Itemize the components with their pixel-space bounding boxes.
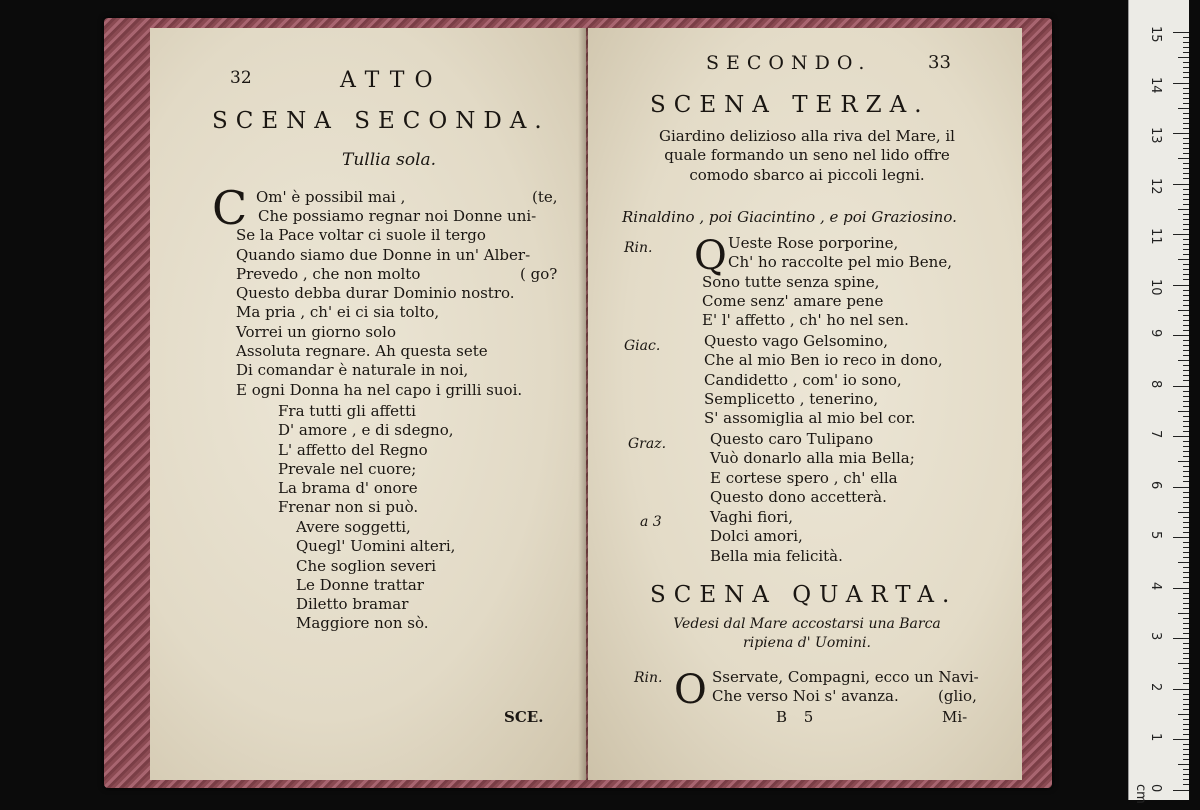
- scene3-title: SCENA TERZA.: [650, 92, 930, 118]
- ruler-tick: [1183, 542, 1189, 543]
- ruler-tick: [1183, 350, 1189, 351]
- verse-line: Quando siamo due Donne in un' Alber-: [236, 245, 531, 264]
- ruler-tick: [1183, 229, 1189, 230]
- ruler-tick: [1173, 83, 1189, 84]
- verse-line: Prevedo , che non molto: [236, 264, 421, 283]
- ruler-tick: [1183, 769, 1189, 770]
- ruler-tick: [1183, 396, 1189, 397]
- ruler-tick: [1173, 790, 1189, 791]
- verse-block-1: [236, 207, 536, 400]
- ruler-tick: [1183, 678, 1189, 679]
- verse-line: Questo dono accetterà.: [710, 487, 887, 506]
- ruler-tick: [1173, 386, 1189, 387]
- verse-line: E ogni Donna ha nel capo i grilli suoi.: [236, 380, 523, 399]
- ruler-number: 7: [1148, 430, 1163, 439]
- ruler-tick: [1183, 492, 1189, 493]
- ruler-tick: [1178, 461, 1189, 462]
- ruler-tick: [1183, 431, 1189, 432]
- ruler-tick: [1183, 497, 1189, 498]
- verse-line: Se la Pace voltar ci suole il tergo: [236, 226, 486, 245]
- scene4-title: SCENA QUARTA.: [650, 582, 958, 608]
- scene4-setting: [622, 616, 992, 655]
- ruler-tick: [1183, 279, 1189, 280]
- ruler-tick: [1183, 67, 1189, 68]
- ruler-tick: [1183, 189, 1189, 190]
- ruler-tick: [1183, 269, 1189, 270]
- ruler-tick: [1183, 93, 1189, 94]
- speaker-rin: Rin.: [624, 240, 653, 256]
- ruler-tick: [1183, 300, 1189, 301]
- ruler-tick: [1183, 391, 1189, 392]
- ruler-tick: [1183, 401, 1189, 402]
- ruler-tick: [1183, 264, 1189, 265]
- drop-cap-q: Q: [694, 233, 727, 279]
- ruler-tick: [1183, 254, 1189, 255]
- verse-line: Vorrei un giorno solo: [236, 322, 396, 341]
- verse-line: Ma pria , ch' ei ci sia tolto,: [236, 303, 440, 322]
- ruler-tick: [1183, 153, 1189, 154]
- ruler-tick: [1173, 285, 1189, 286]
- ruler-number: 5: [1148, 531, 1163, 540]
- a3-verses: [710, 508, 843, 566]
- verse-line: Sservate, Compagni, ecco un Navi-: [712, 668, 979, 686]
- ruler-tick: [1183, 547, 1189, 548]
- ruler-tick: [1173, 32, 1189, 33]
- verse-line: Di comandar è naturale in noi,: [236, 361, 469, 380]
- ruler-tick: [1178, 209, 1189, 210]
- verse-line: L' affetto del Regno: [278, 440, 428, 459]
- ruler-number: 13: [1148, 127, 1163, 144]
- ruler-tick: [1178, 613, 1189, 614]
- ruler-tick: [1183, 274, 1189, 275]
- ruler-tick: [1183, 249, 1189, 250]
- ruler-tick: [1183, 532, 1189, 533]
- ruler-tick: [1183, 98, 1189, 99]
- running-head-left: ATTO: [340, 68, 443, 93]
- ruler-tick: [1183, 204, 1189, 205]
- ruler-tick: [1183, 239, 1189, 240]
- ruler-tick: [1183, 744, 1189, 745]
- ruler-tick: [1183, 224, 1189, 225]
- ruler-tick: [1183, 355, 1189, 356]
- verse-line: E cortese spero , ch' ella: [710, 468, 898, 487]
- ruler-tick: [1178, 512, 1189, 513]
- ruler-tick: [1183, 123, 1189, 124]
- ruler-tick: [1183, 673, 1189, 674]
- ruler-tick: [1173, 436, 1189, 437]
- ruler-tick: [1178, 310, 1189, 311]
- ruler-tick: [1183, 148, 1189, 149]
- verse-line: Semplicetto , tenerino,: [704, 389, 879, 408]
- ruler-tick: [1183, 522, 1189, 523]
- ruler-tick: [1183, 779, 1189, 780]
- ruler-tick: [1183, 325, 1189, 326]
- ruler-tick: [1183, 290, 1189, 291]
- ruler-tick: [1183, 517, 1189, 518]
- ruler-tick: [1178, 360, 1189, 361]
- verse-line: Questo caro Tulipano: [710, 430, 874, 448]
- left-page: [150, 28, 586, 780]
- ruler-number: 11: [1148, 228, 1163, 245]
- catchword-right: Mi-: [942, 708, 968, 726]
- ruler-tick: [1183, 52, 1189, 53]
- verse-block-3: [296, 518, 455, 634]
- verse-line: Come senz' amare pene: [702, 291, 884, 310]
- ruler-tick: [1173, 487, 1189, 488]
- verse-line: Assoluta regnare. Ah questa sete: [236, 342, 488, 361]
- page-number-left: 32: [230, 68, 252, 88]
- ruler-tick: [1178, 764, 1189, 765]
- running-head-right: SECONDO.: [706, 52, 872, 74]
- ruler-number: 15: [1148, 26, 1163, 43]
- ruler-tick: [1178, 663, 1189, 664]
- ruler-tick: [1183, 694, 1189, 695]
- setting-line: Vedesi dal Mare accostarsi una Barca: [673, 616, 941, 632]
- ruler-tick: [1183, 168, 1189, 169]
- right-page: [588, 28, 1022, 780]
- ruler-number: 10: [1148, 278, 1163, 296]
- scene3-setting: [622, 127, 992, 185]
- scene-title-left: SCENA SECONDA.: [212, 108, 550, 134]
- scene3-characters: Rinaldino , poi Giacintino , e poi Graziosino.: [622, 208, 957, 226]
- verse-line: Questo vago Gelsomino,: [704, 332, 889, 350]
- ruler-tick: [1183, 598, 1189, 599]
- ruler-tick: [1183, 340, 1189, 341]
- ruler-tick: [1183, 62, 1189, 63]
- ruler-tick: [1183, 77, 1189, 78]
- ruler-tick: [1183, 37, 1189, 38]
- verse-line: E' l' affetto , ch' ho nel sen.: [702, 311, 909, 330]
- ruler-tick: [1183, 784, 1189, 785]
- ruler-tick: [1183, 759, 1189, 760]
- ruler-tick: [1183, 305, 1189, 306]
- ruler-number: 9: [1148, 329, 1163, 338]
- ruler-tick: [1178, 108, 1189, 109]
- verse-line: Che soglion severi: [296, 556, 437, 575]
- verse-line: Prevale nel cuore;: [278, 459, 417, 478]
- setting-line: Giardino delizioso alla riva del Mare, il: [659, 127, 955, 145]
- speaker-a3: a 3: [640, 514, 662, 530]
- catchword-left: SCE.: [504, 708, 544, 726]
- setting-line: comodo sbarco ai piccoli legni.: [689, 165, 925, 184]
- verse-line: La brama d' onore: [278, 479, 418, 498]
- ruler-tick: [1183, 527, 1189, 528]
- ruler-tick: [1173, 184, 1189, 185]
- page-number-right: 33: [928, 52, 951, 73]
- ruler-tick: [1178, 562, 1189, 563]
- speaker-rin-2: Rin.: [634, 670, 663, 686]
- ruler-tick: [1178, 259, 1189, 260]
- ruler-tick: [1183, 421, 1189, 422]
- verse-line: Ueste Rose porporine,: [728, 234, 899, 252]
- ruler-tick: [1183, 699, 1189, 700]
- ruler-number: 14: [1148, 76, 1163, 94]
- ruler-tick: [1183, 618, 1189, 619]
- ruler-tick: [1183, 567, 1189, 568]
- setting-line: quale formando un seno nel lido offre: [664, 146, 950, 165]
- ruler-tick: [1183, 668, 1189, 669]
- ruler-tick: [1183, 608, 1189, 609]
- ruler-tick: [1183, 729, 1189, 730]
- verse-line: Fra tutti gli affetti: [278, 402, 416, 420]
- verse-line: Diletto bramar: [296, 595, 409, 614]
- ruler-tick: [1183, 507, 1189, 508]
- ruler-tick: [1183, 754, 1189, 755]
- ruler-tick: [1183, 633, 1189, 634]
- verse-line: Quegl' Uomini alteri,: [296, 537, 456, 556]
- ruler-tick: [1183, 103, 1189, 104]
- ruler-tick: [1173, 689, 1189, 690]
- speaker-graz: Graz.: [628, 436, 667, 452]
- ruler-tick: [1183, 683, 1189, 684]
- ruler-number: 0 cm: [1133, 783, 1163, 804]
- ruler-tick: [1183, 709, 1189, 710]
- ruler-tick: [1183, 315, 1189, 316]
- ruler-tick: [1183, 658, 1189, 659]
- ruler-tick: [1183, 552, 1189, 553]
- ruler-tick: [1183, 365, 1189, 366]
- ruler-tick: [1183, 138, 1189, 139]
- ruler-tick: [1173, 133, 1189, 134]
- giac-verses: [704, 332, 943, 428]
- ruler-tick: [1173, 537, 1189, 538]
- verse-line: Frenar non si può.: [278, 498, 419, 517]
- ruler-number: 3: [1148, 632, 1163, 641]
- verse-line: D' amore , e di sdegno,: [278, 421, 454, 440]
- ruler-tick: [1183, 320, 1189, 321]
- ruler-tick: [1178, 158, 1189, 159]
- ruler-tick: [1183, 72, 1189, 73]
- speaker-giac: Giac.: [624, 338, 661, 354]
- ruler-number: 2: [1148, 682, 1163, 691]
- ruler-tick: [1183, 330, 1189, 331]
- drop-cap: C: [212, 181, 248, 235]
- ruler-number: 4: [1148, 581, 1163, 590]
- ruler-number: 6: [1148, 480, 1163, 489]
- verse-line: Maggiore non sò.: [296, 614, 429, 633]
- ruler-tick: [1183, 476, 1189, 477]
- verse-line: S' assomiglia al mio bel cor.: [704, 409, 916, 428]
- ruler-tick: [1183, 128, 1189, 129]
- ruler-tick: [1183, 295, 1189, 296]
- verse-line: Questo debba durar Dominio nostro.: [236, 284, 515, 303]
- verse-line: Ch' ho raccolte pel mio Bene,: [728, 253, 952, 272]
- ruler-tick: [1183, 345, 1189, 346]
- ruler-tick: [1183, 47, 1189, 48]
- character-name: Tullia sola.: [342, 150, 437, 170]
- ruler-tick: [1183, 244, 1189, 245]
- ruler-tick: [1183, 214, 1189, 215]
- first-line: Om' è possibil mai ,: [256, 188, 406, 206]
- ruler-tick: [1183, 628, 1189, 629]
- ruler-tick: [1183, 441, 1189, 442]
- verse-line: Vaghi fiori,: [710, 508, 793, 526]
- ruler-number: 8: [1148, 379, 1163, 388]
- ruler-number: 1: [1148, 733, 1163, 742]
- graz-verses: [710, 430, 915, 507]
- rin-verses: [702, 234, 952, 330]
- ruler-tick: [1173, 335, 1189, 336]
- ruler-tick: [1173, 638, 1189, 639]
- ruler-tick: [1183, 593, 1189, 594]
- ruler-tick: [1183, 416, 1189, 417]
- verse-line: Avere soggetti,: [296, 518, 411, 536]
- ruler-tick: [1183, 173, 1189, 174]
- ruler-tick: [1183, 446, 1189, 447]
- ruler-tick: [1178, 57, 1189, 58]
- verse-block-2: [278, 402, 454, 518]
- ruler-tick: [1178, 714, 1189, 715]
- ruler-tick: [1183, 582, 1189, 583]
- ruler-tick: [1183, 143, 1189, 144]
- ruler-tick: [1183, 623, 1189, 624]
- ruler-tick: [1183, 375, 1189, 376]
- verse-line: Che al mio Ben io reco in dono,: [704, 351, 943, 370]
- line-overflow-te: (te,: [532, 188, 558, 206]
- ruler-tick: [1183, 577, 1189, 578]
- ruler-tick: [1183, 466, 1189, 467]
- ruler-tick: [1183, 653, 1189, 654]
- ruler-tick: [1183, 572, 1189, 573]
- ruler-tick: [1183, 603, 1189, 604]
- line-overflow-glio: (glio,: [938, 687, 977, 705]
- verse-line: Candidetto , com' io sono,: [704, 370, 902, 389]
- drop-cap-o: O: [674, 667, 707, 713]
- ruler-tick: [1183, 643, 1189, 644]
- ruler-tick: [1183, 451, 1189, 452]
- ruler-tick: [1173, 588, 1189, 589]
- ruler-tick: [1183, 502, 1189, 503]
- ruler-tick: [1183, 178, 1189, 179]
- ruler-tick: [1183, 406, 1189, 407]
- ruler-tick: [1183, 42, 1189, 43]
- ruler-tick: [1183, 481, 1189, 482]
- signature-mark: B 5: [776, 708, 820, 726]
- ruler-tick: [1178, 411, 1189, 412]
- ruler-tick: [1183, 774, 1189, 775]
- verse-line: Dolci amori,: [710, 527, 803, 546]
- ruler-tick: [1183, 704, 1189, 705]
- ruler-tick: [1183, 380, 1189, 381]
- ruler-tick: [1183, 219, 1189, 220]
- verse-line: Le Donne trattar: [296, 575, 424, 594]
- ruler-tick: [1183, 118, 1189, 119]
- ruler-tick: [1183, 719, 1189, 720]
- ruler-tick: [1183, 194, 1189, 195]
- verse-line: Che verso Noi s' avanza.: [712, 687, 899, 706]
- ruler-tick: [1183, 471, 1189, 472]
- setting-line: ripiena d' Uomini.: [743, 635, 871, 652]
- measurement-ruler: [1128, 0, 1189, 804]
- ruler-tick: [1183, 426, 1189, 427]
- verse-line: Che possiamo regnar noi Donne uni-: [258, 207, 537, 225]
- ruler-tick: [1183, 648, 1189, 649]
- ruler-number: 12: [1148, 177, 1163, 195]
- ruler-tick: [1183, 734, 1189, 735]
- ruler-tick: [1183, 199, 1189, 200]
- ruler-tick: [1183, 88, 1189, 89]
- ruler-tick: [1183, 749, 1189, 750]
- verse-line: Vuò donarlo alla mia Bella;: [710, 449, 915, 468]
- ruler-tick: [1183, 113, 1189, 114]
- line-overflow-go: ( go?: [520, 265, 558, 283]
- ruler-tick: [1183, 724, 1189, 725]
- ruler-tick: [1173, 234, 1189, 235]
- verse-line: Sono tutte senza spine,: [702, 272, 880, 291]
- ruler-tick: [1183, 557, 1189, 558]
- ruler-tick: [1183, 456, 1189, 457]
- verse-line: Bella mia felicità.: [710, 546, 843, 565]
- ruler-tick: [1183, 163, 1189, 164]
- ruler-tick: [1183, 370, 1189, 371]
- ruler-tick: [1173, 739, 1189, 740]
